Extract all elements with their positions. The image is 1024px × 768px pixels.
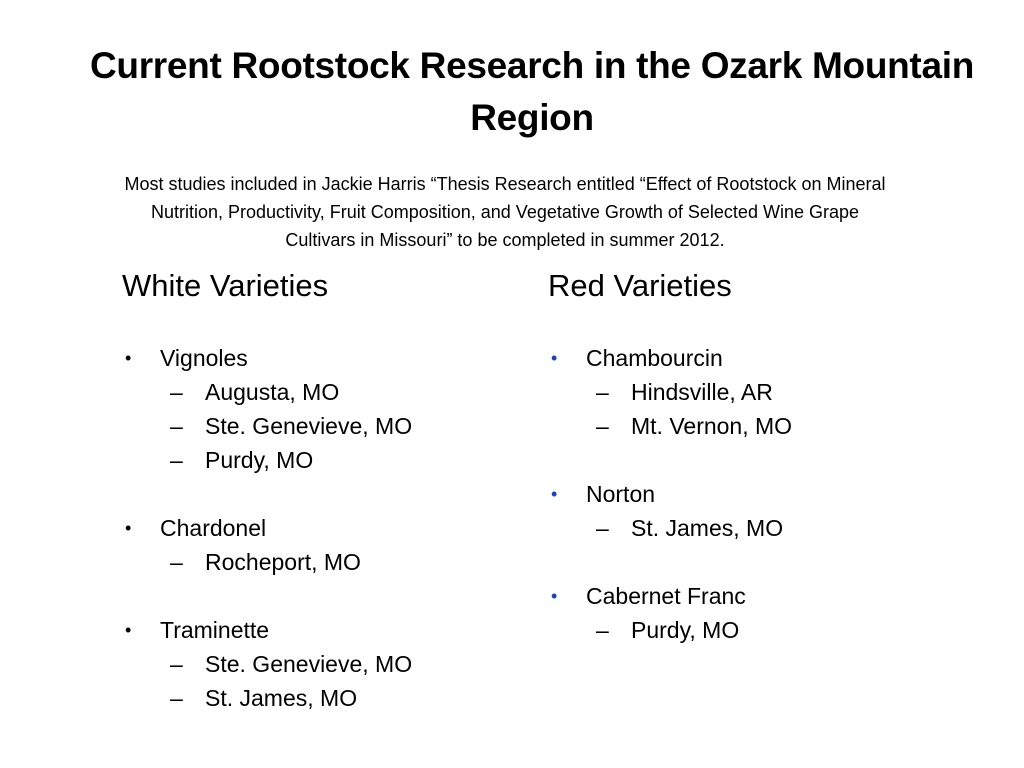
dash-icon: – [596, 379, 609, 405]
dash-icon: – [170, 447, 183, 473]
variety-group-cabernet-franc [548, 579, 948, 647]
title-line-2: Region [470, 97, 594, 138]
dash-icon: – [170, 549, 183, 575]
location-name: St. James, MO [631, 515, 784, 541]
location-item [122, 443, 482, 477]
location-item [122, 647, 482, 681]
location-item [548, 375, 948, 409]
location-item [548, 511, 948, 545]
location-item [122, 545, 482, 579]
variety-name: Chambourcin [586, 345, 723, 371]
variety-group-chambourcin [548, 341, 948, 443]
dash-icon: – [596, 413, 609, 439]
location-item [122, 409, 482, 443]
bullet-icon: • [125, 518, 132, 538]
variety-group-vignoles [122, 341, 482, 477]
variety-group-traminette [122, 613, 482, 715]
variety-name: Chardonel [160, 515, 267, 541]
dash-icon: – [170, 651, 183, 677]
variety-group-chardonel [122, 511, 482, 579]
variety-item [548, 477, 948, 511]
variety-name: Traminette [160, 617, 270, 643]
location-item [122, 681, 482, 715]
white-varieties-heading: White Varieties [122, 268, 329, 303]
location-name: Purdy, MO [631, 617, 740, 643]
subtitle-line-1: Most studies included in Jackie Harris “Thesis Research entitled “Effect of Rootstock on Mineral [124, 174, 886, 194]
dash-icon: – [596, 515, 609, 541]
location-name: Rocheport, MO [205, 549, 361, 575]
white-varieties-column [122, 265, 482, 749]
subtitle-line-3: Cultivars in Missouri” to be completed in summer 2012. [285, 230, 725, 250]
location-name: Ste. Genevieve, MO [205, 413, 413, 439]
bullet-icon: • [551, 586, 558, 606]
variety-item [548, 341, 948, 375]
variety-name: Norton [586, 481, 656, 507]
variety-group-norton [548, 477, 948, 545]
variety-item [122, 341, 482, 375]
location-name: St. James, MO [205, 685, 358, 711]
location-name: Hindsville, AR [631, 379, 773, 405]
location-name: Augusta, MO [205, 379, 340, 405]
location-name: Ste. Genevieve, MO [205, 651, 413, 677]
location-name: Purdy, MO [205, 447, 314, 473]
location-item [122, 375, 482, 409]
variety-item [122, 613, 482, 647]
dash-icon: – [596, 617, 609, 643]
bullet-icon: • [551, 484, 558, 504]
red-varieties-heading: Red Varieties [548, 268, 732, 303]
location-item [548, 613, 948, 647]
location-item [548, 409, 948, 443]
bullet-icon: • [551, 348, 558, 368]
variety-name: Vignoles [160, 345, 248, 371]
dash-icon: – [170, 413, 183, 439]
variety-name: Cabernet Franc [586, 583, 746, 609]
variety-item [548, 579, 948, 613]
variety-item [122, 511, 482, 545]
location-name: Mt. Vernon, MO [631, 413, 793, 439]
bullet-icon: • [125, 348, 132, 368]
subtitle-line-2: Nutrition, Productivity, Fruit Composition, and Vegetative Growth of Selected Wine Grape [151, 202, 859, 222]
dash-icon: – [170, 379, 183, 405]
slide-subtitle [55, 170, 955, 254]
bullet-icon: • [125, 620, 132, 640]
dash-icon: – [170, 685, 183, 711]
red-varieties-column [548, 265, 948, 681]
title-line-1: Current Rootstock Research in the Ozark Mountain [89, 45, 975, 86]
slide-title [40, 40, 1024, 144]
